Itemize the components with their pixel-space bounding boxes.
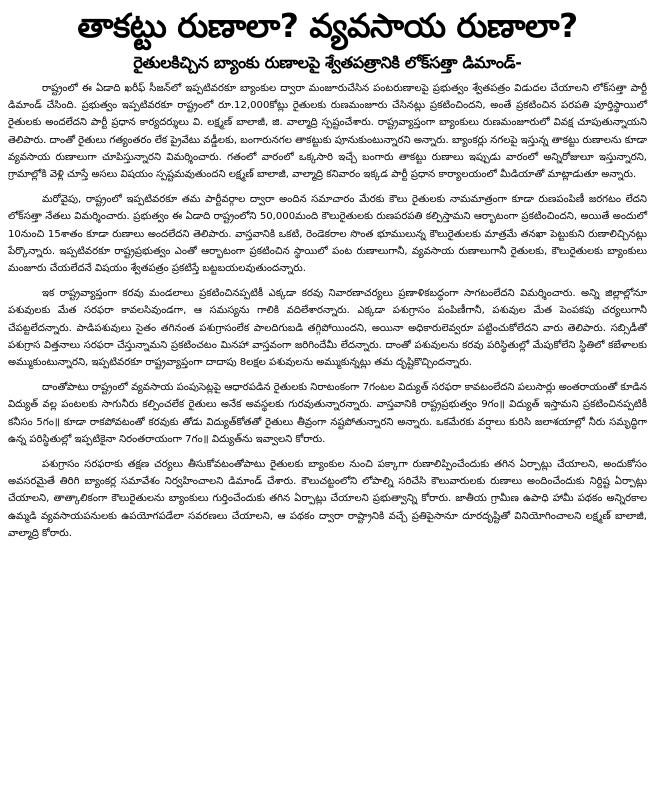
headline: తాకట్టు రుణాలా? వ్యవసాయ రుణాలా? — [77, 6, 578, 45]
paragraph-4: దాంతోపాటు రాష్ట్రంలో వ్యవసాయ పంపుసెట్లపై ఆధారపడిన రైతులకు నిరాటంకంగా 7గంటల విద్యుత్ సరఫరా కావటంలేదని పలుసార్లు అంతరాయంతో కూడిన విద్యుత్ వల్ల పంటలకు సాగునీరు కల్పించలేక రైతులు అనేక అవస్థలకు గురవుతున్నారన్నారు. వాస్తవానికి రాష్ట్రప్రభుత్వం 9గం॥ విద్యుత్ ఇస్తామని ప్రకటించినప్పటికీ కనీసం 5గం॥ కూడా రాకపోవటంతో కరవుకు తోడు విద్యుత్‌కోతతో రైతులు తీవ్రంగా నష్టపోతున్నారని అన్నారు. ఒకమేరకు వర్షాలు కురిసి జలాశయాల్లో నీరు సమృద్ధిగా ఉన్న పరిస్థితుల్లో ఇప్పటికైనా నిరంతరాయంగా 7గం॥ విద్యుత్‌ను ఇవ్వాలని కోరారు. — [8, 382, 647, 445]
paragraph-5: పశుగ్రాసం సరఫరాకు తక్షణ చర్యలు తీసుకోవటంతోపాటు రైతులకు బ్యాంకుల నుంచి పక్కాగా రుణాలిప్పించేందుకు తగిన ఏర్పాట్లు చేయాలని, అందుకోసం అవసరమైతే తిరిగి బ్యాంకర్ల సమావేశం నిర్వహించాలని డిమాండ్ చేశారు. కౌలుచట్టంలోని లోపాల్ని సరిచేసి కౌలువారులకు రుణాలు అందించేందుకు నిర్దిష్ట ఏర్పాట్లు చేయాలని, తాత్కాలికంగా కౌలురైతులను బ్యాంకులు గుర్తించేందుకు తగిన ఏర్పాట్లు చేయాలని ప్రభుత్వాన్ని కోరారు. జాతీయ గ్రామీణ ఉపాధి హామీ పథకం అన్నిరకాల ఉమ్మడి వ్యవసాయపనులకు ఉపయోగపడేలా సవరణలు చేయాలని, ఆ పథకం ద్వారా రాష్ట్రానికి వచ్చే ప్రతిపైసానూ దూరదృష్టితో వినియోగించాలని లక్ష్మణ్ బాలాజీ, వాల్మాద్రి కోరారు. — [8, 459, 647, 539]
paragraph-2: మరోవైపు, రాష్ట్రంలో ఇప్పటివరకూ తమ పార్టీవర్గాల ద్వారా అందిన సమాచారం మేరకు కౌలు రైతులకు నామమాత్రంగా కూడా రుణపంపిణీ జరగటం లేదని లోక్‌సత్తా నేతలు విమర్శించారు. ప్రభుత్వం ఈ ఏడాది రాష్ట్రంలోని 50,000మంది కౌలురైతులకు రుణపరపతి కల్పిస్తామని ఆర్భాటంగా ప్రకటించిందని, అయితే అందులో 10నుంచి 15శాతం కూడా రుణాలు అందలేదని తెలిపారు. వాస్తవానికి ఒకటి, రెండెకరాల సొంత భూములున్న కౌలురైతులకు మాత్రమే తనఖా పెట్టుకుని రుణాలిచ్చినట్లు పేర్కొన్నారు. ఇప్పటివరకూ రాష్ట్రప్రభుత్వం ఎంతో ఆర్భాటంగా ప్రకటించిన స్థాయిలో పంట రుణాలుగానీ, వ్యవసాయ రుణాలుగానీ రైతులకు, కౌలురైతులకు బ్యాంకులు మంజూరు చేయలేదనే విషయం శ్వేతపత్రం ప్రకటిస్తే బట్టబయలవుతుందన్నారు. — [8, 194, 647, 275]
subheadline: రైతులకిచ్చిన బ్యాంకు రుణాలపై శ్వేతపత్రానికి లోక్‌సత్తా డిమాండ్- — [133, 53, 522, 72]
paragraph-3: ఇక రాష్ట్రవ్యాప్తంగా కరవు మండలాలు ప్రకటించినప్పటికీ ఎక్కడా కరవు నివారణాచర్యలు ప్రణాళికబద్ధంగా సాగటంలేదని విమర్శించారు. అన్ని జిల్లాల్లోనూ పశువులకు మేత సరఫరా కావలసివుండగా, ఆ సమస్యను గాలికి వదిలేశారన్నారు. ఎక్కడా పశుగ్రాసం పంపిణీగానీ, పశువుల మేత పెంపకపు చర్యలుగానీ చేపట్టలేదన్నారు. పాడిపశువులు సైతం తగినంత పశుగ్రాసంలేక పాలదిగుబడి తగ్గిపోయిందని, అయినా అధికారులెవ్వరూ పట్టించుకోలేదని వారు తెలిపారు. సబ్సిడీతో పశుగ్రాస విత్తనాలు సరఫరా చేస్తున్నామని ప్రకటించటం మినహా వాస్తవంగా జరిగిందేమీ లేదన్నారు. దాంతో పశువులను కరవు పరిస్థితుల్లో మేపుకోలేని స్థితిలో కబేళాలకు అమ్ముకుంటున్నారని, ఇప్పటివరకూ రాష్ట్రవ్యాప్తంగా దాదాపు 8లక్షల పశువులను అమ్ముకున్నట్లు తమ దృష్టికొచ్చిందన్నారు. — [8, 288, 647, 369]
paragraph-1: రాష్ట్రంలో ఈ ఏడాది ఖరీఫ్ సీజన్‌లో ఇప్పటివరకూ బ్యాంకుల ద్వారా మంజూరుచేసిన పంటరుణాలపై ప్రభుత్వం శ్వేతపత్రం విడుదల చేయాలని లోక్‌సత్తా పార్టీ డిమాండ్ చేసింది. ప్రభుత్వం ఇప్పటివరకూ రాష్ట్రంలో రూ.12,000కోట్లు రైతులకు రుణమంజూరు చేసినట్లు ప్రకటించిందని, అంతే ప్రకటించిన పరపతి పూర్తిస్థాయిలో రైతులకు అందలేదని పార్టీ ప్రధాన కార్యదర్శులు వి. లక్ష్మణ్ బాలాజీ, జి. వాల్మాద్రి స్పష్టంచేశారు. రాష్ట్రవ్యాప్తంగా బ్యాంకులు రుణమంజూరులో వివక్ష చూపుతున్నాయని తెలిపారు. దాంతో రైతులు గత్యంతరం లేక ప్రైవేటు వడ్డీలకు, బంగారునగల తాకట్టుకు పూనుకుంటున్నారని అన్నారు. బ్యాంకర్లు నగలపై ఇస్తున్న తాకట్టు రుణాలను కూడా వ్యవసాయ రుణాలుగా చూపిస్తున్నారని విమర్శించారు. గతంలో వారంలో ఒక్కసారి ఇచ్చే బంగారు తాకట్టు రుణాలు ఇప్పుడు వారంలో అన్నిరోజులూ ఇస్తున్నారని, గ్రామాల్లోకి వెళ్లి చూస్తే అసలు విషయం స్పష్టమవుతుందని లక్ష్మణ్ బాలాజీ, వాల్మాద్రి కనివారం ఇక్కడ పార్టీ ప్రధాన కార్యాలయంలో మీడియాతో మాట్లాడుతూ అన్నారు. — [8, 83, 647, 181]
article-body — [8, 80, 647, 542]
